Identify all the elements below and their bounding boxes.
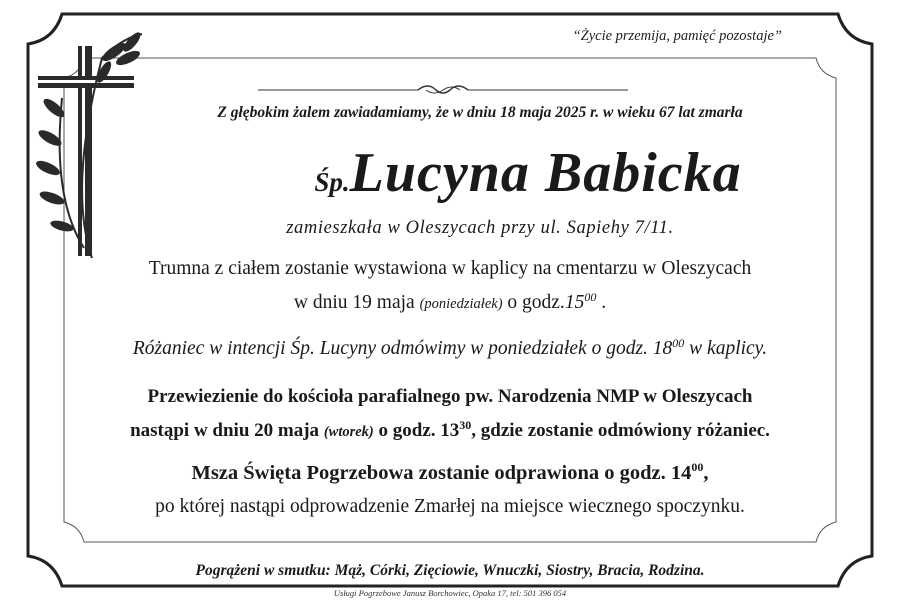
- viewing-line-2: w dniu 19 maja (poniedziałek) o $godz.15^{00}$ .: [293, 290, 607, 313]
- transfer-line-1: Przewiezienie do kościoła parafialnego pw. Narodzenia NMP w Oleszycach: [147, 386, 753, 407]
- announcement-intro: Z głębokim żalem zawiadamiamy, że w dniu 18 maja 2025 r. w wieku 67 lat zmarła: [217, 104, 743, 121]
- funeral-home-credit: Usługi Pogrzebowe Janusz Borchowiec, Opaka 17, tel: 501 396 054: [333, 588, 567, 598]
- mourners-list: Pogrążeni w smutku: Mąż, Córki, Zięciowie, Wnuczki, Siostry, Bracia, Rodzina.: [195, 562, 705, 579]
- viewing-line-1: Trumna z ciałem zostanie wystawiona w kaplicy na cmentarzu w Oleszycach: [148, 258, 752, 279]
- burial-info: po której nastąpi odprowadzenie Zmarłej na miejsce wiecznego spoczynku.: [155, 496, 745, 517]
- transfer-weekday: (wtorek): [323, 424, 374, 440]
- deceased-name: Lucyna Babicka: [349, 142, 742, 204]
- transfer-line-2: nastąpi w dniu 20 maja (wtorek) o godz. $13^{30}$, gdzie zostanie odmówiony różaniec.: [130, 418, 770, 441]
- viewing-weekday: (poniedziałek): [419, 296, 503, 312]
- motto: “Życie przemija, pamięć pozostaje”: [572, 28, 782, 44]
- deceased-address: zamieszkała w Oleszycach przy ul. Sapiehy 7/11.: [286, 218, 674, 238]
- name-prefix: Śp.: [314, 167, 350, 197]
- funeral-mass-info: Msza Święta Pogrzebowa zostanie odprawiona o godz. $14^{00}$,: [191, 460, 709, 484]
- deceased-name-line: [208, 140, 848, 206]
- rosary-info: Różaniec w intencji Śp. Lucyny odmówimy w poniedziałek o godz. $18^{00}$ w kaplicy.: [132, 336, 768, 359]
- divider-ornament-icon: [258, 82, 628, 98]
